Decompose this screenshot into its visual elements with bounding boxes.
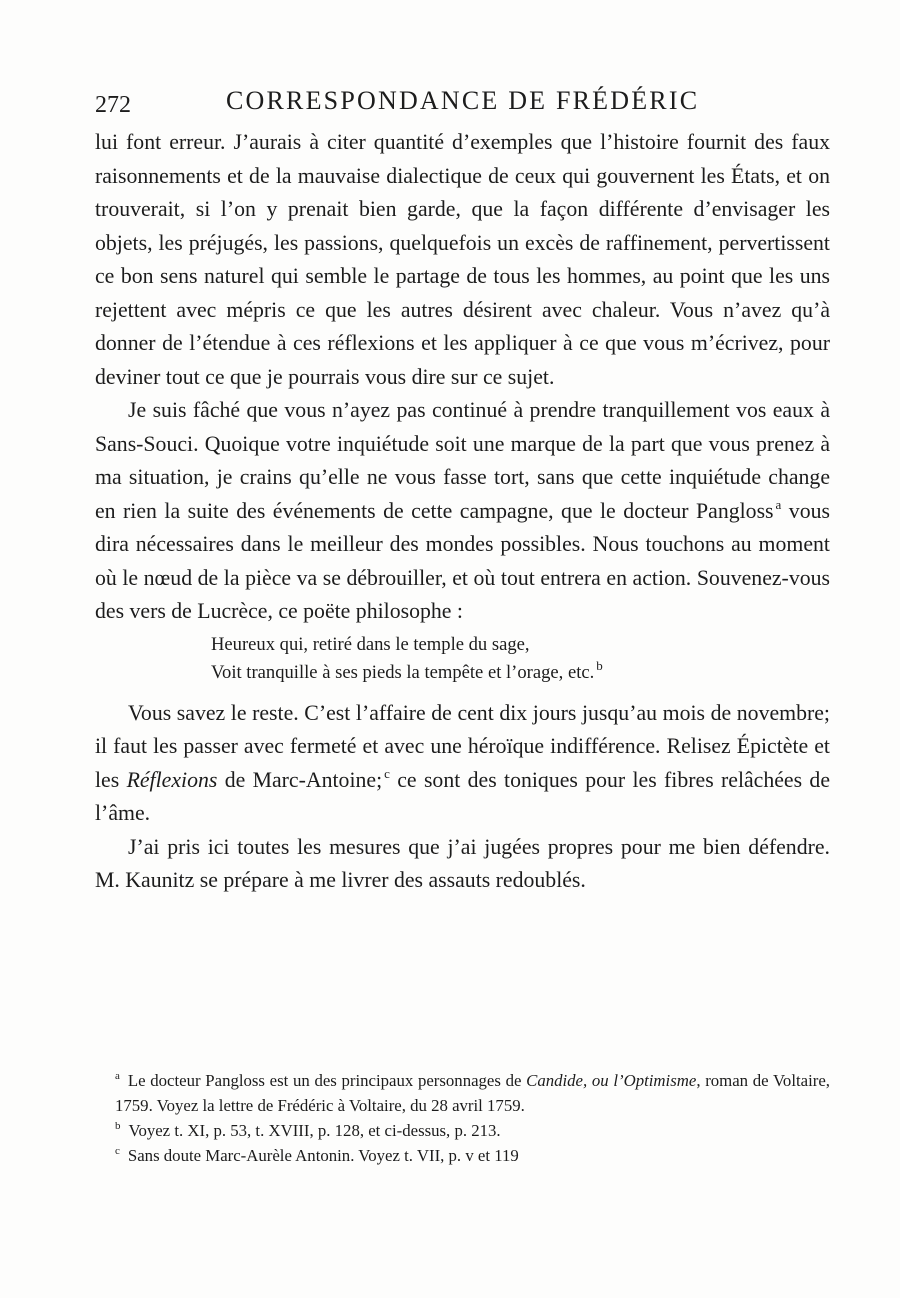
paragraph-3-text-b: de Marc-Antoine;: [217, 767, 383, 792]
footnote-a-text-2: , roman de Voltaire, 1759. Voyez la lettre de Frédéric à Voltaire, du 28 avril 1759.: [115, 1071, 830, 1115]
paragraph-2-text-b: vous dira nécessaires dans le meilleur des mondes possibles. Nous touchons au moment où le nœud de la pièce va se débrouiller, et où tout entrera en action. Souvenez-vous des vers de Lucrèce, ce poëte philosophe :: [95, 498, 830, 623]
letter-text: [95, 126, 830, 898]
paragraph-4: J’ai pris ici toutes les mesures que j’ai jugées propres pour me bien défendre. M. Kaunitz se prépare à me livrer des assauts redoublés.: [95, 834, 830, 892]
verse-line-1: Heureux qui, retiré dans le temple du sage,: [211, 633, 530, 655]
paragraph-1: lui font erreur. J’aurais à citer quantité d’exemples que l’histoire fournit des faux raisonnements et de la mauvaise dialectique de ceux qui gouvernent les États, et on trouverait, si l’on y prenait bien garde, que la façon différente d’envisager les objets, les préjugés, les passions, quelquefois un excès de raffinement, pervertissent ce bon sens naturel qui semble le partage de tous les hommes, au point que les uns rejettent avec mépris ce que les autres désirent avec chaleur. Vous n’avez qu’à donner de l’étendue à ces réflexions et les appliquer à ce que vous m’écrivez, pour deviner tout ce que je pourrais vous dire sur ce sujet.: [95, 130, 830, 389]
running-head: [95, 86, 830, 126]
footnote-b-text: Voyez t. XI, p. 53, t. XVIII, p. 128, et ci-dessus, p. 213.: [128, 1121, 501, 1140]
page-body: [95, 86, 830, 898]
footnote-ref-c: c: [384, 766, 390, 782]
footnote-a-text-1: Le docteur Pangloss est un des principaux personnages de: [127, 1071, 527, 1090]
footnote-b: [95, 1118, 830, 1143]
paragraph-3-text-a: Vous savez le reste. C’est l’affaire de cent dix jours jusqu’au mois de novembre; il faut les passer avec fermeté et avec une héroïque indifférence. Relisez Épictète et les: [95, 700, 830, 792]
footnotes: [95, 1068, 830, 1168]
footnote-c-text: Sans doute Marc-Aurèle Antonin. Voyez t. VII, p. v et 119: [127, 1146, 519, 1165]
paragraph-2: [95, 394, 830, 629]
footnote-a-mark: a: [115, 1070, 120, 1083]
verse-line-2: [211, 659, 830, 687]
paragraph-3-italic-title: Réflexions: [126, 767, 218, 792]
page-number: 272: [95, 92, 131, 118]
verse-line-2-text: Voit tranquille à ses pieds la tempête et l’orage, etc.: [211, 661, 595, 683]
paragraph-3-text-c: ce sont des toniques pour les fibres relâchées de l’âme.: [95, 767, 830, 825]
verse-quote: [211, 631, 830, 687]
running-title: CORRESPONDANCE DE FRÉDÉRIC: [226, 86, 700, 115]
footnote-a: [95, 1068, 830, 1118]
paragraph-3: [95, 697, 830, 831]
footnote-c: [95, 1143, 830, 1168]
footnote-b-mark: b: [115, 1120, 121, 1133]
footnote-c-mark: c: [115, 1145, 120, 1158]
footnote-ref-b: b: [596, 658, 603, 674]
footnote-a-italic: Candide, ou l’Optimisme: [526, 1071, 697, 1090]
paragraph-2-text-a: Je suis fâché que vous n’ayez pas continué à prendre tranquillement vos eaux à Sans-Souci. Quoique votre inquiétude soit une marque de la part que vous prenez à ma situation, je crains qu’elle ne vous fasse tort, sans que cette inquiétude change en rien la suite des événements de cette campagne, que le docteur Pangloss: [95, 398, 830, 523]
footnote-ref-a: a: [775, 497, 782, 513]
